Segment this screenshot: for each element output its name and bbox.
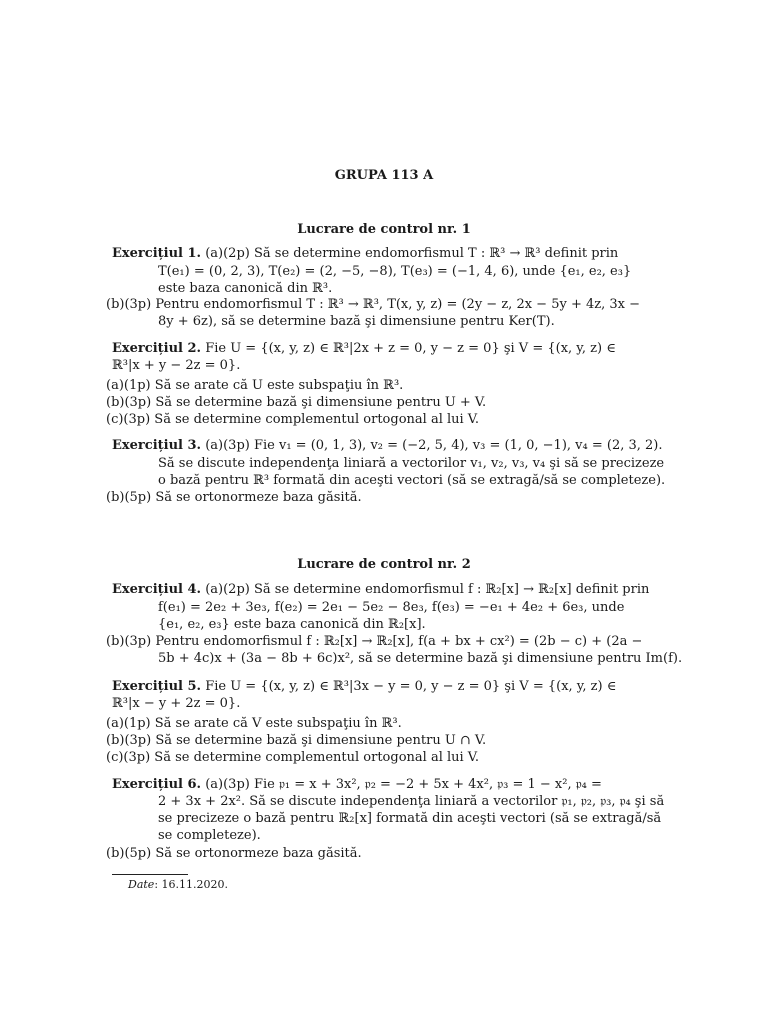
exercise-6 <box>112 776 602 793</box>
exercise-4-line-2: f(e₁) = 2e₂ + 3e₃, f(e₂) = 2e₁ − 5e₂ − 8e₃, f(e₃) = −e₁ + 4e₂ + 6e₃, unde <box>158 600 625 615</box>
exercise-3 <box>112 437 663 454</box>
exercise-2-line-1: Fie U = {(x, y, z) ∈ ℝ³|2x + z = 0, y − z = 0} şi V = {(x, y, z) ∈ <box>205 341 616 356</box>
section-2-heading: Lucrare de control nr. 2 <box>297 557 471 572</box>
exercise-2-label: Exercițiul 2. <box>112 341 202 356</box>
exercise-5-line-2: ℝ³|x − y + 2z = 0}. <box>112 696 241 711</box>
exercise-6-label: Exercițiul 6. <box>112 777 202 792</box>
exercise-4-label: Exercițiul 4. <box>112 582 202 597</box>
exercise-1 <box>112 245 618 262</box>
exercise-3-line-4: (b)(5p) Să se ortonormeze baza găsită. <box>106 490 362 505</box>
exercise-4-line-3: {e₁, e₂, e₃} este baza canonică din ℝ₂[x]. <box>158 617 426 632</box>
section-1-heading: Lucrare de control nr. 1 <box>297 222 471 237</box>
exercise-4-line-4: (b)(3p) Pentru endomorfismul f : ℝ₂[x] → ℝ₂[x], f(a + bx + cx²) = (2b − c) + (2a − <box>106 634 643 649</box>
exercise-3-line-2: Să se discute independenţa liniară a vectorilor v₁, v₂, v₃, v₄ şi să se precizeze <box>158 456 665 471</box>
exercise-5 <box>112 678 616 695</box>
exercise-1-line-2: T(e₁) = (0, 2, 3), T(e₂) = (2, −5, −8), T(e₃) = (−1, 4, 6), unde {e₁, e₂, e₃} <box>158 264 632 279</box>
footnote-value: : 16.11.2020. <box>154 878 228 891</box>
exercise-4-line-1: (a)(2p) Să se determine endomorfismul f : ℝ₂[x] → ℝ₂[x] definit prin <box>205 582 650 597</box>
exercise-4 <box>112 581 649 598</box>
exercise-1-line-1: (a)(2p) Să se determine endomorfismul T : ℝ³ → ℝ³ definit prin <box>205 246 619 261</box>
exercise-2-line-5: (c)(3p) Să se determine complementul ortogonal al lui V. <box>106 412 480 427</box>
exercise-6-line-4: se completeze). <box>158 828 261 843</box>
page-title: GRUPA 113 A <box>334 168 434 183</box>
exercise-1-line-3: este baza canonică din ℝ³. <box>158 281 333 296</box>
exercise-6-line-5: (b)(5p) Să se ortonormeze baza găsită. <box>106 846 362 861</box>
exercise-2 <box>112 340 616 357</box>
exercise-2-line-3: (a)(1p) Să se arate că U este subspaţiu în ℝ³. <box>106 378 404 393</box>
exercise-3-label: Exercițiul 3. <box>112 438 202 453</box>
exercise-2-line-2: ℝ³|x + y − 2z = 0}. <box>112 358 241 373</box>
exercise-5-label: Exercițiul 5. <box>112 679 202 694</box>
exercise-6-line-2: 2 + 3x + 2x². Să se discute independenţa liniară a vectorilor 𝔭₁, 𝔭₂, 𝔭₃, 𝔭₄ şi să <box>158 794 665 809</box>
exercise-5-line-1: Fie U = {(x, y, z) ∈ ℝ³|3x − y = 0, y − z = 0} şi V = {(x, y, z) ∈ <box>205 679 617 694</box>
exercise-5-line-3: (a)(1p) Să se arate că V este subspaţiu în ℝ³. <box>106 716 402 731</box>
exercise-4-line-5: 5b + 4c)x + (3a − 8b + 6c)x², să se determine bază şi dimensiune pentru Im(f). <box>158 651 683 666</box>
exercise-6-line-1: (a)(3p) Fie 𝔭₁ = x + 3x², 𝔭₂ = −2 + 5x + 4x², 𝔭₃ = 1 − x², 𝔭₄ = <box>205 777 602 792</box>
exercise-6-line-3: se precizeze o bază pentru ℝ₂[x] formată din aceşti vectori (să se extragă/să <box>158 811 662 826</box>
exercise-1-line-5: 8y + 6z), să se determine bază şi dimensiune pentru Ker(T). <box>158 314 555 329</box>
exercise-3-line-3: o bază pentru ℝ³ formată din aceşti vectori (să se extragă/să se completeze). <box>158 473 666 488</box>
exercise-5-line-5: (c)(3p) Să se determine complementul ortogonal al lui V. <box>106 750 480 765</box>
footnote-rule <box>112 874 188 875</box>
exercise-2-line-4: (b)(3p) Să se determine bază şi dimensiune pentru U + V. <box>106 395 487 410</box>
footnote-date <box>128 878 228 891</box>
exercise-5-line-4: (b)(3p) Să se determine bază şi dimensiune pentru U ∩ V. <box>106 733 487 748</box>
exercise-1-line-4: (b)(3p) Pentru endomorfismul T : ℝ³ → ℝ³, T(x, y, z) = (2y − z, 2x − 5y + 4z, 3x − <box>106 297 640 312</box>
footnote-label: Date <box>128 878 155 891</box>
exercise-3-line-1: (a)(3p) Fie v₁ = (0, 1, 3), v₂ = (−2, 5, 4), v₃ = (1, 0, −1), v₄ = (2, 3, 2). <box>205 438 663 453</box>
exercise-1-label: Exercițiul 1. <box>112 246 202 261</box>
